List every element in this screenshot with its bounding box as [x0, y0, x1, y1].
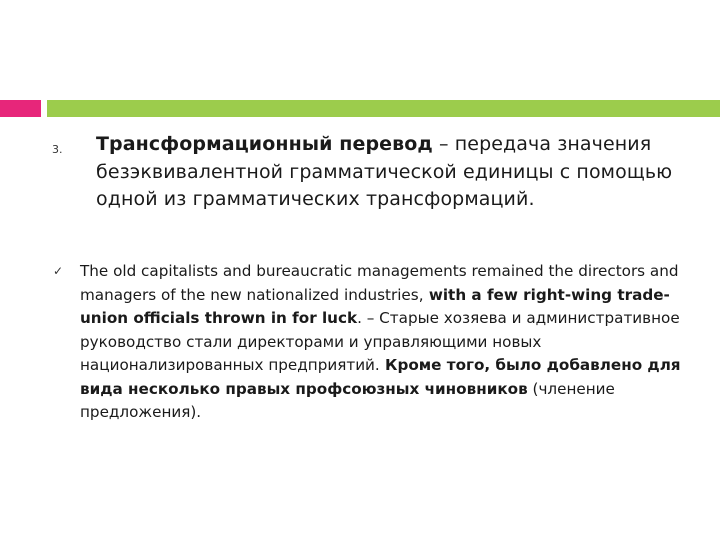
russian-plain-text: Старые хозяева и административное руководство стали директорами и управляющими новых национализированных предприятий. — [80, 309, 680, 374]
english-emphasis-text: with a few right-wing trade-union officials thrown in for luck — [80, 285, 670, 327]
list-number-marker: 3. — [52, 143, 63, 156]
check-mark-icon: ✓ — [53, 264, 64, 278]
accent-bar-green — [47, 100, 720, 117]
definition-paragraph — [96, 131, 706, 214]
english-plain-text: The old capitalists and bureaucratic managements remained the directors and managers of the new nationalized industries, — [80, 262, 679, 304]
example-paragraph — [80, 260, 695, 425]
russian-end-text: (членение предложения). — [80, 379, 615, 421]
accent-bar-pink — [0, 100, 41, 117]
english-end-text: . – — [357, 309, 375, 327]
term-bold: Трансформационный перевод — [96, 133, 433, 155]
definition-text: – передача значения безэквивалентной грамматической единицы с помощью одной из грамматических трансформаций. — [96, 133, 673, 210]
russian-emphasis-text: Кроме того, было добавлено для вида несколько правых профсоюзных чиновников — [80, 356, 681, 398]
